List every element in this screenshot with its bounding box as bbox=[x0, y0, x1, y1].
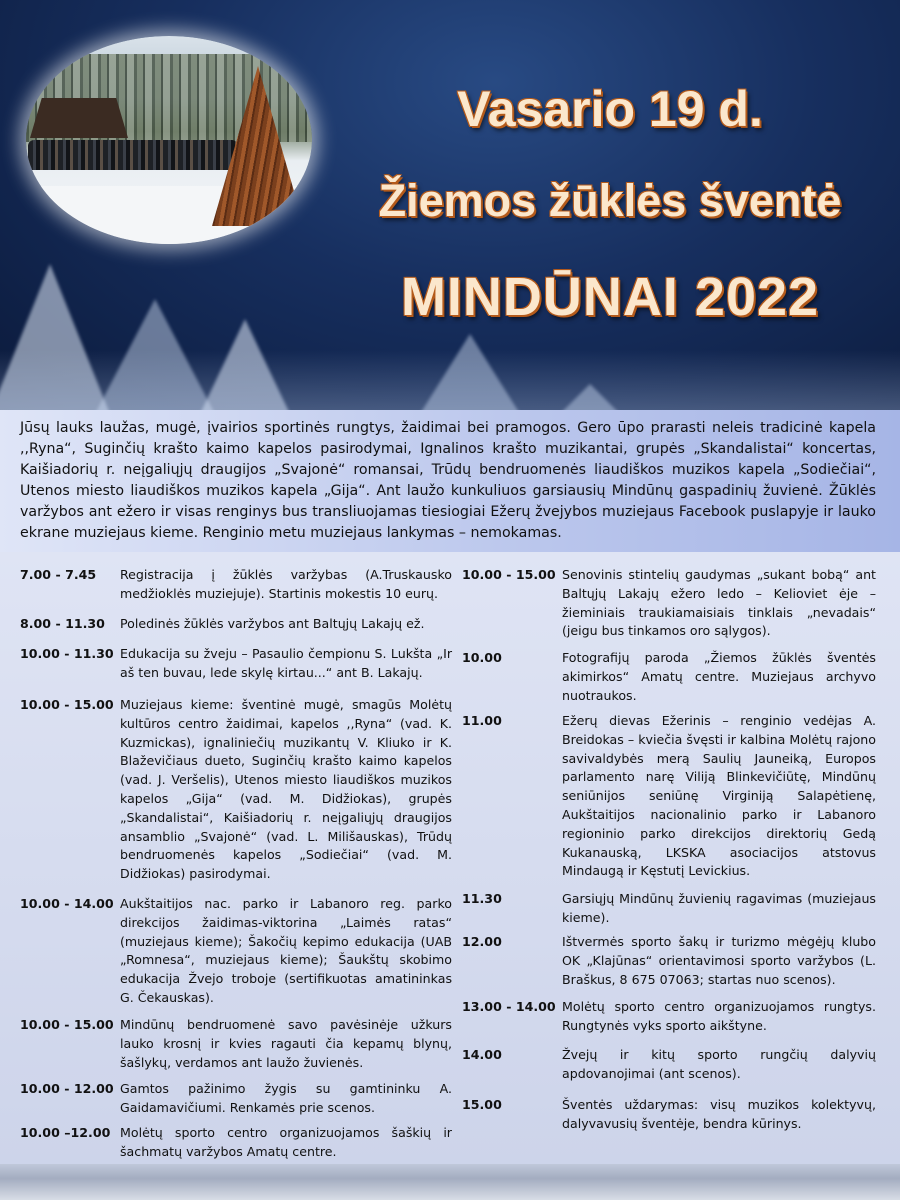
schedule-time: 10.00 bbox=[462, 650, 502, 665]
schedule-time: 13.00 - 14.00 bbox=[462, 999, 556, 1014]
schedule-time: 10.00 –12.00 bbox=[20, 1125, 111, 1140]
event-place-year: MINDŪNAI 2022 bbox=[400, 267, 820, 327]
header-banner bbox=[0, 0, 900, 410]
schedule-text: Žvejų ir kitų sporto rungčių dalyvių apdovanojimai (ant scenos). bbox=[562, 1047, 876, 1081]
schedule-time: 10.00 - 15.00 bbox=[20, 1017, 114, 1032]
event-name: Žiemos žūklės šventė bbox=[378, 175, 842, 226]
schedule-time: 7.00 - 7.45 bbox=[20, 567, 97, 582]
photo-pavilion bbox=[30, 98, 128, 138]
schedule-text: Poledinės žūklės varžybos ant Baltųjų Lakajų ež. bbox=[120, 616, 425, 631]
schedule-time: 10.00 - 11.30 bbox=[20, 646, 114, 661]
schedule-text: Garsiųjų Mindūnų žuvienių ragavimas (muziejaus kieme). bbox=[562, 891, 876, 925]
schedule-text: Senovinis stintelių gaudymas „sukant bobą“ ant Baltųjų Lakajų ežero ledo – Kelioviet ėje – žieminiais traukiamaisiais tinklais „nevadais“ (jeigu bus tinkamos oro sąlygos). bbox=[562, 567, 876, 639]
schedule-text: Aukštaitijos nac. parko ir Labanoro reg. parko direkcijos žaidimas-viktorina „Laimės ratas“ (muziejaus kieme); Šakočių kepimo edukacija (UAB „Romnesa“, muziejaus kieme); Šaukštų skobimo edukacija Žvejo troboje (sertifikuotas amatininkas G. Čekauskas). bbox=[120, 896, 452, 1005]
intro-block bbox=[0, 410, 900, 552]
photo-crowd bbox=[28, 140, 238, 170]
schedule-time: 12.00 bbox=[462, 934, 502, 949]
schedule-time: 10.00 - 14.00 bbox=[20, 896, 114, 911]
schedule-text: Mindūnų bendruomenė savo pavėsinėje užkurs lauko krosnį ir kvies ragauti čia kepamų blynų, šašlykų, verdamos ant laužo žuvienės. bbox=[120, 1017, 452, 1070]
schedule-text: Molėtų sporto centro organizuojamos rungtys. Rungtynės vyks sporto aikštyne. bbox=[562, 999, 876, 1033]
schedule-time: 15.00 bbox=[462, 1097, 502, 1112]
schedule-text: Fotografijų paroda „Žiemos žūklės šventės akimirkos“ Amatų centre. Muziejaus archyvo nuotraukos. bbox=[562, 650, 876, 703]
schedule-text: Edukacija su žveju – Pasaulio čempionu S. Lukšta „Ir aš ten buvau, lede skylę kirtau...“ ant B. Lakajų. bbox=[120, 646, 452, 680]
schedule-text: Ežerų dievas Ežerinis – renginio vedėjas A. Breidokas – kviečia švęsti ir kalbina Molėtų rajono savivaldybės merą Saulių Jauneiką, Europos parlamento narę Viliją Blinkevičiūtę, Mindūnų seniūnijos seniūnę Virginiją Salapėtienę, Aukštaitijos nacionalinio parko ir Labanoro regioninio parko direkcijos direktorių Gedą Kukanauską, LKSKA asociacijos atstovus Mindaugą ir Kęstutį Levickius. bbox=[562, 713, 876, 879]
schedule-time: 10.00 - 15.00 bbox=[462, 567, 556, 582]
schedule-text: Ištvermės sporto šakų ir turizmo mėgėjų klubo OK „Klajūnas“ orientavimosi sporto varžybos (L. Braškus, 8 675 07063; startas nuo scenos). bbox=[562, 934, 876, 987]
footer-frost-strip bbox=[0, 1164, 900, 1200]
schedule-time: 8.00 - 11.30 bbox=[20, 616, 105, 631]
schedule-time: 10.00 - 15.00 bbox=[20, 697, 114, 712]
schedule-time: 11.00 bbox=[462, 713, 502, 728]
schedule-text: Gamtos pažinimo žygis su gamtininku A. Gaidamavičiumi. Renkamės prie scenos. bbox=[120, 1081, 452, 1115]
intro-text: Jūsų lauks laužas, mugė, įvairios sportinės rungtys, žaidimai bei pramogos. Gero ūpo prarasti neleis tradicinė kapela ,,Ryna“, Suginčių krašto kaimo kapelos pasirodymai, Ignalinos krašto muzikantai, grupės „Skandalistai“ koncertas, Kaišiadorių r. neįgaliųjų draugijos „Svajonė“ romansai, Trūdų bendruomenės liaudiškos muzikos kapela „Sodiečiai“, Utenos miesto liaudiškos muzikos kapela „Gija“. Ant laužo kunkuliuos garsiausių Mindūnų gaspadinių žuvienė. Žūklės varžybos ant ežero ir visas renginys bus transliuojamas tiesiogiai Ežerų žvejybos muziejaus Facebook puslapyje ir lauko ekrane muziejaus kieme. Renginio metu muziejaus lankymas – nemokamas. bbox=[20, 420, 876, 541]
schedule-text: Šventės uždarymas: visų muzikos kolektyvų, dalyvavusių šventėje, bendra kūrinys. bbox=[562, 1097, 876, 1131]
event-photo bbox=[26, 36, 312, 244]
schedule-text: Molėtų sporto centro organizuojamos šaškių ir šachmatų varžybos Amatų centre. bbox=[120, 1125, 452, 1159]
schedule-text: Muziejaus kieme: šventinė mugė, smagūs Molėtų kultūros centro žaidimai, kapelos ,,Ryna“ (vad. K. Kuzmickas), ignaliniečių muzikantų V. Kliuko ir K. Blaževičiaus dueto, Suginčių krašto kaimo kapelos (vad. J. Veršelis), Utenos miesto liaudiškos muzikos kapelos „Gija“ (vad. M. Didžiokas), grupės „Skandalistai“, Kaišiadorių r. neįgaliųjų draugijos ansamblio „Svajonė“ (vad. L. Milišauskas), Trūdų bendruomenės kapelos „Sodiečiai“ (vad. M. Didžiokas) pasirodymai. bbox=[120, 697, 452, 882]
schedule-time: 11.30 bbox=[462, 891, 502, 906]
schedule-time: 10.00 - 12.00 bbox=[20, 1081, 114, 1096]
frost-ground bbox=[0, 350, 900, 410]
event-date: Vasario 19 d. bbox=[457, 81, 763, 137]
schedule bbox=[0, 552, 900, 1164]
schedule-time: 14.00 bbox=[462, 1047, 502, 1062]
schedule-text: Registracija į žūklės varžybas (A.Truskausko medžioklės muziejuje). Startinis mokestis 10 eurų. bbox=[120, 567, 452, 601]
